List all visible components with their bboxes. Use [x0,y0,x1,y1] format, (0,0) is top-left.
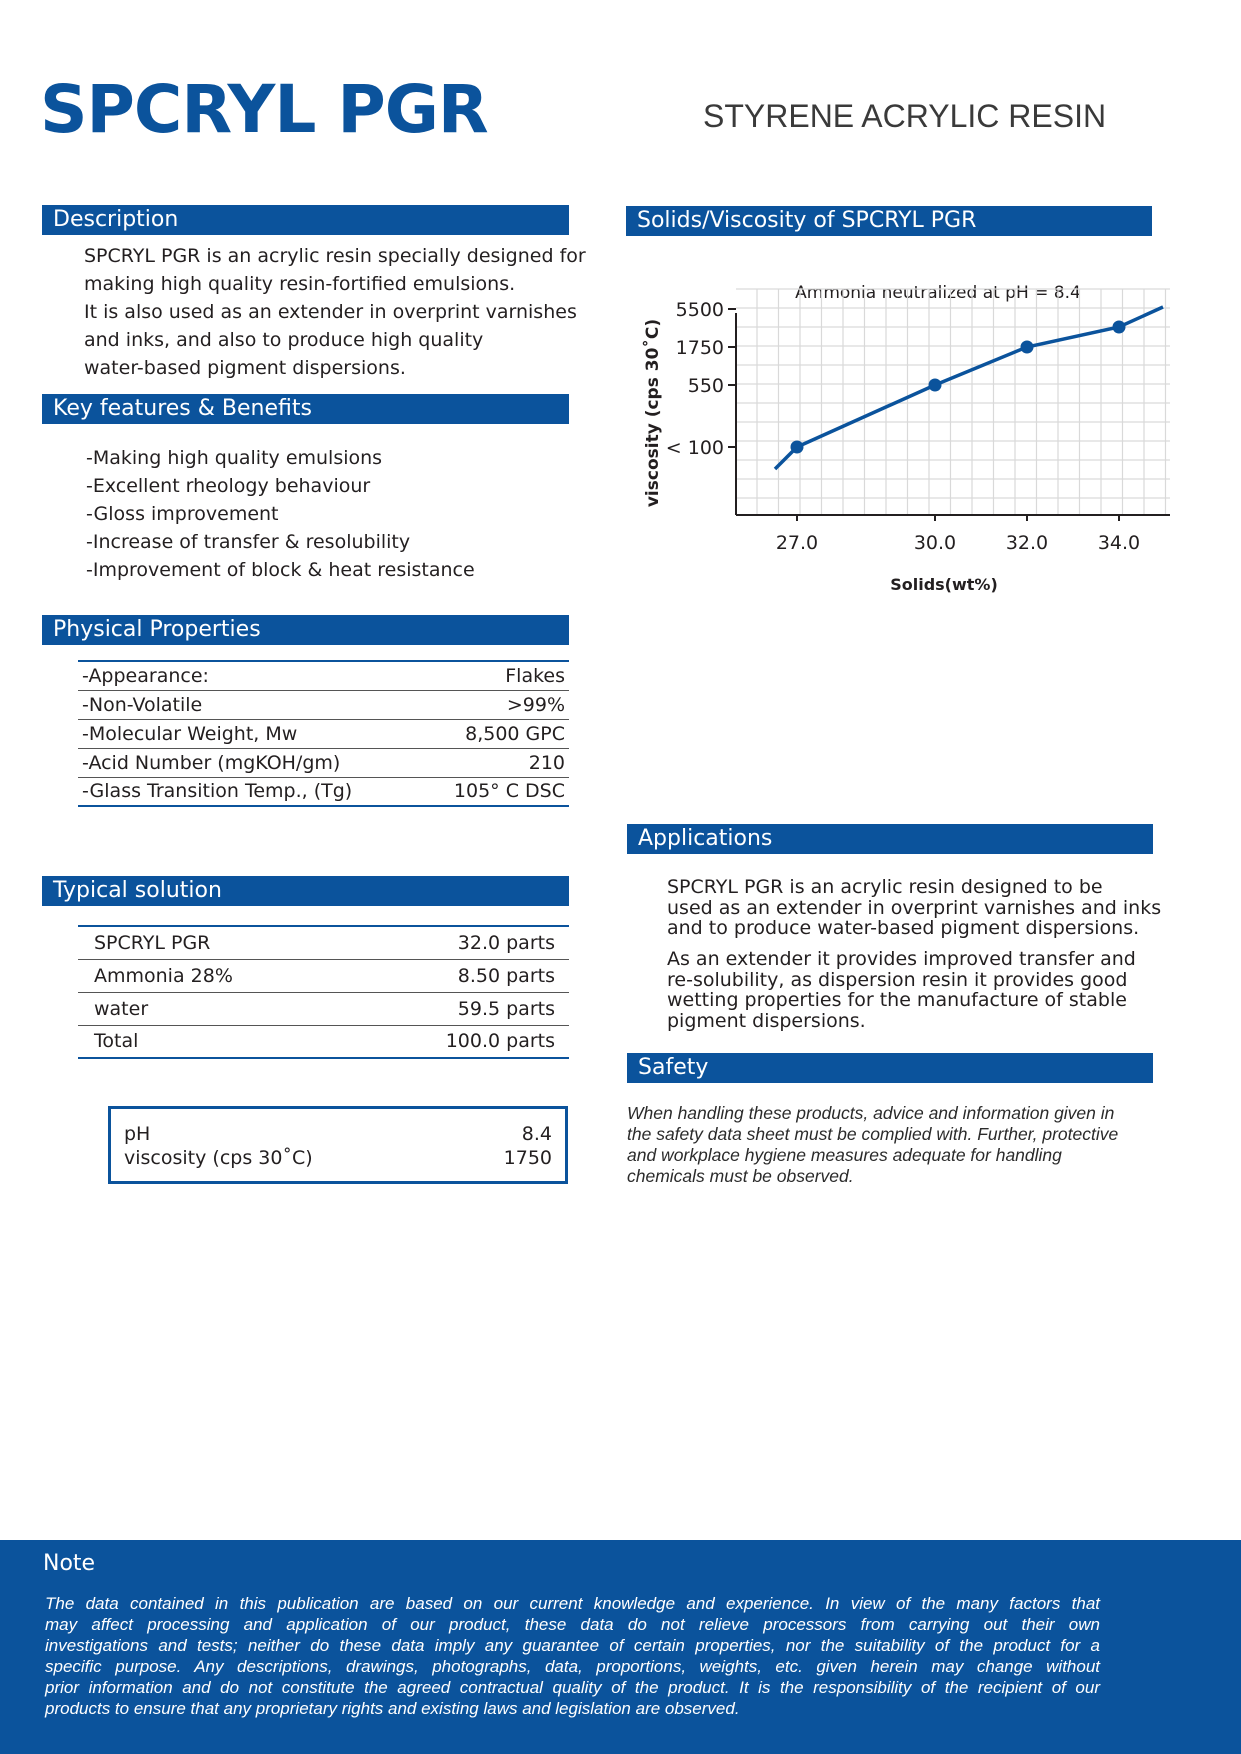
ingredient-value: 32.0 parts [457,931,555,954]
ingredient-label: Ammonia 28% [78,959,351,992]
note-line: products to ensure that any proprietary rights and existing laws and legislation are observed. [45,1699,740,1718]
property-value: Flakes [505,664,565,687]
data-point [929,379,942,392]
note-line: may affect processing and application of our product, these data do not relieve processors from carrying out their own [45,1615,1100,1634]
x-tick-label: 32.0 [1005,532,1049,554]
x-tick-label: 27.0 [775,532,819,554]
physical-properties-header: Physical Properties [42,615,569,645]
box-value: 8.4 [521,1123,552,1145]
data-point [1113,321,1126,334]
viscosity-chart [630,275,1170,605]
box-row [124,1146,552,1170]
property-label: -Appearance: [82,664,209,687]
applications-para-2 [667,949,1136,1031]
table-row [78,690,569,719]
box-row [124,1122,552,1146]
applications-line: and to produce water-based pigment dispersions. [667,917,1140,939]
data-points [791,321,1126,454]
y-tick-label: 550 [687,375,724,397]
solution-properties-box [108,1106,568,1184]
table-row [78,777,569,806]
note-line: prior information and do not constitute the agreed contractual quality of the product. It is the responsibility of the recipient of our [45,1678,1100,1697]
series-line [775,307,1163,469]
y-tick-label: 1750 [675,337,724,359]
description-line: making high quality resin-fortified emulsions. [84,273,516,295]
property-value: 105° C DSC [422,777,569,806]
applications-line: wetting properties for the manufacture of stable [667,989,1127,1011]
data-point [791,441,804,454]
feature-item: -Excellent rheology behaviour [86,475,371,497]
property-label: -Non-Volatile [78,690,422,719]
y-tick-labels [666,299,736,459]
property-value: >99% [422,690,569,719]
table-row [78,992,569,1025]
y-tick-label: < 100 [665,437,724,459]
ingredient-label: Total [78,1025,351,1058]
table-row [78,661,569,690]
description-text [84,242,586,382]
ingredient-value: 59.5 parts [351,992,569,1025]
typical-solution-table [78,925,569,1059]
note-line: The data contained in this publication are based on our current knowledge and experience. In view of the many factors that [45,1594,1100,1613]
y-tick-label: 5500 [675,299,724,321]
applications-line: SPCRYL PGR is an acrylic resin designed to be [667,876,1103,898]
physical-properties-table [78,660,569,807]
solids-viscosity-header: Solids/Viscosity of SPCRYL PGR [626,206,1152,236]
note-line: investigations and tests; neither do these data imply any guarantee of certain properties, nor the suitability of the product for a [45,1636,1100,1655]
property-value: 210 [422,748,569,777]
chart-grid [736,289,1170,515]
ingredient-label: SPCRYL PGR [94,931,211,954]
ingredient-value: 100.0 parts [351,1025,569,1058]
ingredient-label: water [78,992,351,1025]
typical-solution-header: Typical solution [42,876,569,906]
description-line: and inks, and also to produce high quality [84,329,484,351]
property-value: 8,500 GPC [422,719,569,748]
description-header: Description [42,205,569,235]
table-row [78,748,569,777]
property-label: -Acid Number (mgKOH/gm) [78,748,422,777]
applications-line: re-solubility, as dispersion resin it provides good [667,968,1128,991]
applications-line: pigment dispersions. [667,1009,866,1032]
feature-item: -Increase of transfer & resolubility [86,531,411,553]
chart-title: Ammonia neutralized at pH = 8.4 [795,283,1081,303]
note-title: Note [43,1551,96,1576]
table-row [78,959,569,992]
safety-line: chemicals must be observed. [627,1166,854,1186]
product-title: SPCRYL PGR [40,71,488,148]
table-row [78,719,569,748]
safety-line: and workplace hygiene measures adequate for handling [627,1145,1062,1165]
applications-line: used as an extender in overprint varnishes and inks [667,896,1162,919]
description-line: It is also used as an extender in overprint varnishes [84,301,577,323]
description-line: SPCRYL PGR is an acrylic resin specially designed for [84,245,586,267]
x-tick-label: 30.0 [913,532,957,554]
table-row [78,926,569,959]
product-subtitle: STYRENE ACRYLIC RESIN [703,98,1107,134]
property-label: -Glass Transition Temp., (Tg) [78,777,422,806]
feature-item: -Gloss improvement [86,503,279,525]
note-text [45,1593,1100,1719]
ingredient-value: 8.50 parts [351,959,569,992]
safety-line: the safety data sheet must be complied with. Further, protective [627,1124,1119,1144]
description-line: water-based pigment dispersions. [84,357,406,379]
y-axis-label: viscosity (cps 30˚C) [643,318,663,508]
x-tick-labels [776,515,1140,554]
property-label: -Molecular Weight, Mw [78,719,422,748]
x-axis-label: Solids(wt%) [890,575,998,594]
features-header: Key features & Benefits [42,394,569,424]
box-label: pH [124,1123,151,1145]
table-row [78,1025,569,1058]
applications-header: Applications [627,824,1153,854]
applications-para-1 [667,877,1161,939]
safety-text [627,1103,1118,1187]
box-label: viscosity (cps 30˚C) [124,1147,313,1169]
x-tick-label: 34.0 [1097,532,1141,554]
applications-line: As an extender it provides improved transfer and [667,948,1136,970]
feature-item: -Improvement of block & heat resistance [86,559,475,581]
data-point [1021,341,1034,354]
safety-header: Safety [627,1053,1153,1083]
safety-line: When handling these products, advice and information given in [627,1103,1115,1123]
feature-item: -Making high quality emulsions [86,447,383,469]
box-value: 1750 [503,1147,552,1169]
note-line: specific purpose. Any descriptions, drawings, photographs, data, proportions, weights, etc. given herein may change without [45,1657,1100,1676]
features-list [86,444,475,584]
